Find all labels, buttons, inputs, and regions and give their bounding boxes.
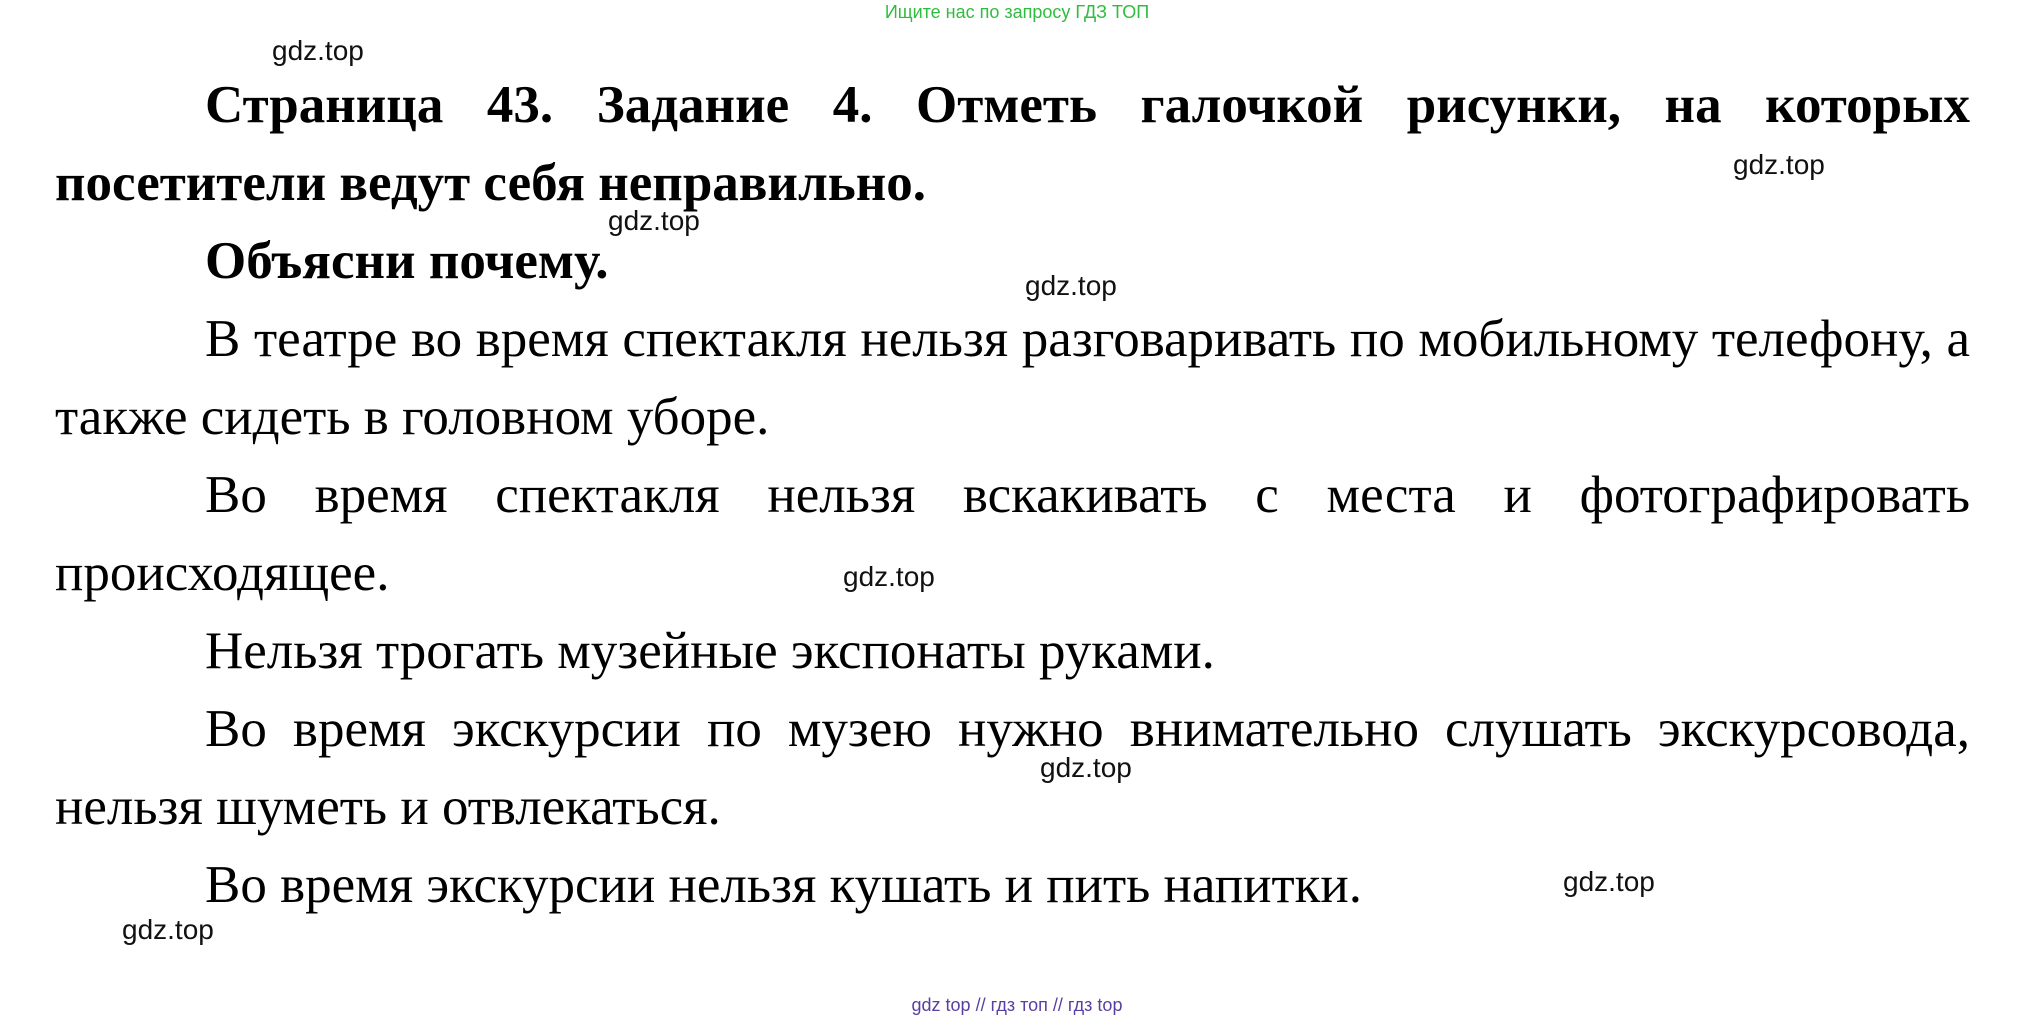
answer-paragraph-4: Во время экскурсии по музею нужно внимательно слушать экскурсовода, нельзя шуметь и отвлекаться.: [55, 700, 1970, 836]
answer-paragraph-1: В театре во время спектакля нельзя разговаривать по мобильному телефону, а также сидеть в головном уборе.: [55, 310, 1970, 446]
watermark: gdz.top: [843, 561, 935, 592]
task-heading-explain: Объясни почему.: [205, 232, 609, 290]
top-search-link[interactable]: Ищите нас по запросу ГДЗ ТОП: [884, 2, 1150, 22]
watermark: gdz.top: [122, 914, 214, 945]
footer-links: [0, 995, 2034, 1016]
watermark: gdz.top: [1733, 149, 1825, 180]
answer-paragraph-3: Нельзя трогать музейные экспонаты руками.: [205, 622, 1215, 680]
footer-separator: //: [1047, 995, 1068, 1015]
footer-link-gdz-top-mixed[interactable]: гдз top: [1067, 995, 1123, 1015]
footer-separator: //: [970, 995, 991, 1015]
answer-paragraph-2: Во время спектакля нельзя вскакивать с места и фотографировать происходящее.: [55, 466, 1970, 602]
task-heading: Страница 43. Задание 4. Отметь галочкой рисунки, на которых посетители ведут себя неправильно.: [55, 76, 1970, 212]
watermark: gdz.top: [1563, 866, 1655, 897]
footer-link-gdz-top-ru[interactable]: гдз топ: [990, 995, 1048, 1015]
watermark: gdz.top: [1025, 270, 1117, 301]
watermark: gdz.top: [272, 35, 364, 66]
watermark: gdz.top: [1040, 752, 1132, 783]
answer-paragraph-5: Во время экскурсии нельзя кушать и пить напитки.: [205, 856, 1362, 914]
footer-link-gdz-top[interactable]: gdz top: [911, 995, 971, 1015]
watermark: gdz.top: [608, 205, 700, 236]
document-body: [55, 66, 1970, 924]
